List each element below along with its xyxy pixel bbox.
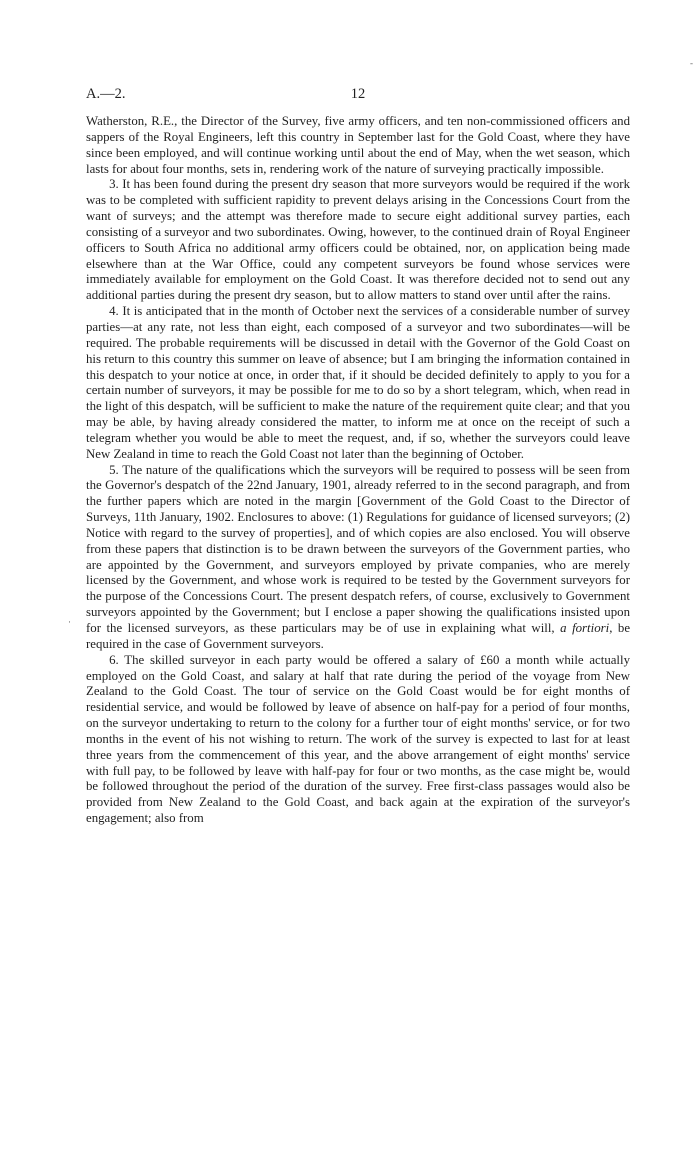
margin-dot-mark: ·: [68, 617, 71, 627]
paragraph-5-italic: a fortiori: [560, 621, 610, 635]
paragraph-5-text-a: 5. The nature of the qualifications which the surveyors will be required to possess will be seen from the Governor's despatch of the 22nd January, 1901, already referred to in the second paragraph, and from the further papers which are noted in the margin [Government of the Gold Coast to the Director of Surveys, 11th January, 1902. Enclosures to above: (1) Regulations for guidance of licensed surveyors; (2) Notice with regard to the survey of properties], and of which copies are also enclosed. You will observe from these papers that distinction is to be drawn between the surveyors of the Government parties, who are appointed by the Government, and surveyors employed by private companies, who are merely licensed by the Government, and whose work is required to be tested by the Government surveyors for the purpose of the Concessions Court. The present despatch refers, of course, exclusively to Government surveyors appointed by the Government; but I enclose a paper showing the qualifications insisted upon for the licensed surveyors, as these particulars may be of use in explaining what will,: [86, 462, 630, 635]
paragraph-4: 4. It is anticipated that in the month of October next the services of a considerable number of survey parties—at any rate, not less than eight, each composed of a surveyor and two subordinates—will be required. The probable requirements will be discussed in detail with the Governor of the Gold Coast on his return to this country this summer on leave of absence; but I am bringing the information contained in this despatch to your notice at once, in order that, if it should be decided definitely to apply to you for a certain number of surveyors, it may be possible for me to do so by a short telegram, which, when read in the light of this despatch, will be sufficient to make the nature of the requirement quite clear; and that you may be able, by having already considered the matter, to inform me at once on the receipt of such a telegram whether you would be able to meet the request, and, if so, whether the surveyors could leave New Zealand in time to reach the Gold Coast not later than the beginning of October.: [86, 304, 630, 461]
document-body: [86, 114, 630, 827]
document-reference: A.—2.: [86, 86, 126, 102]
paragraph-5-text-b: , be required in the case of Government surveyors.: [86, 621, 631, 651]
paragraph-5: [86, 463, 630, 653]
paragraph-continued: Watherston, R.E., the Director of the Survey, five army officers, and ten non-commissioned officers and sappers of the Royal Engineers, left this country in September last for the Gold Coast, where they have since been employed, and will continue working until about the end of May, when the wet season, which lasts for about four months, sets in, rendering work of the nature of surveying practically impossible.: [86, 114, 630, 176]
paragraph-3: 3. It has been found during the present dry season that more surveyors would be required if the work was to be completed with sufficient rapidity to prevent delays arising in the Concessions Court from the want of surveys; and the attempt was therefore made to secure eight additional survey parties, each consisting of a surveyor and two subordinates. Owing, however, to the continued drain of Royal Engineer officers to South Africa no additional army officers could be obtained, nor, on application being made elsewhere than at the War Office, could any competent surveyors be found whose services were immediately available for employment on the Gold Coast. It was therefore decided not to send out any additional parties during the present dry season, but to allow matters to stand over until after the rains.: [86, 177, 630, 303]
paragraph-6: 6. The skilled surveyor in each party would be offered a salary of £60 a month while actually employed on the Gold Coast, and salary at half that rate during the period of the voyage from New Zealand to the Gold Coast. The tour of service on the Gold Coast would be for eight months of residential service, and would be followed by leave of absence on half-pay for a period of four months, on the surveyor undertaking to return to the colony for a further tour of eight months' service, or for two months in the event of his not wishing to return. The work of the survey is expected to last for at least three years from the commencement of this year, and the above arrangement of eight months' service with full pay, to be followed by leave with half-pay for four or two months, as the case might be, would be followed throughout the period of the duration of the survey. Free first-class passages would also be provided from New Zealand to the Gold Coast, and back again at the expiration of the surveyor's engagement; also from: [86, 652, 630, 826]
page-number: 12: [350, 86, 366, 102]
edge-dash-mark: -: [690, 58, 693, 68]
page-header: [86, 86, 630, 106]
